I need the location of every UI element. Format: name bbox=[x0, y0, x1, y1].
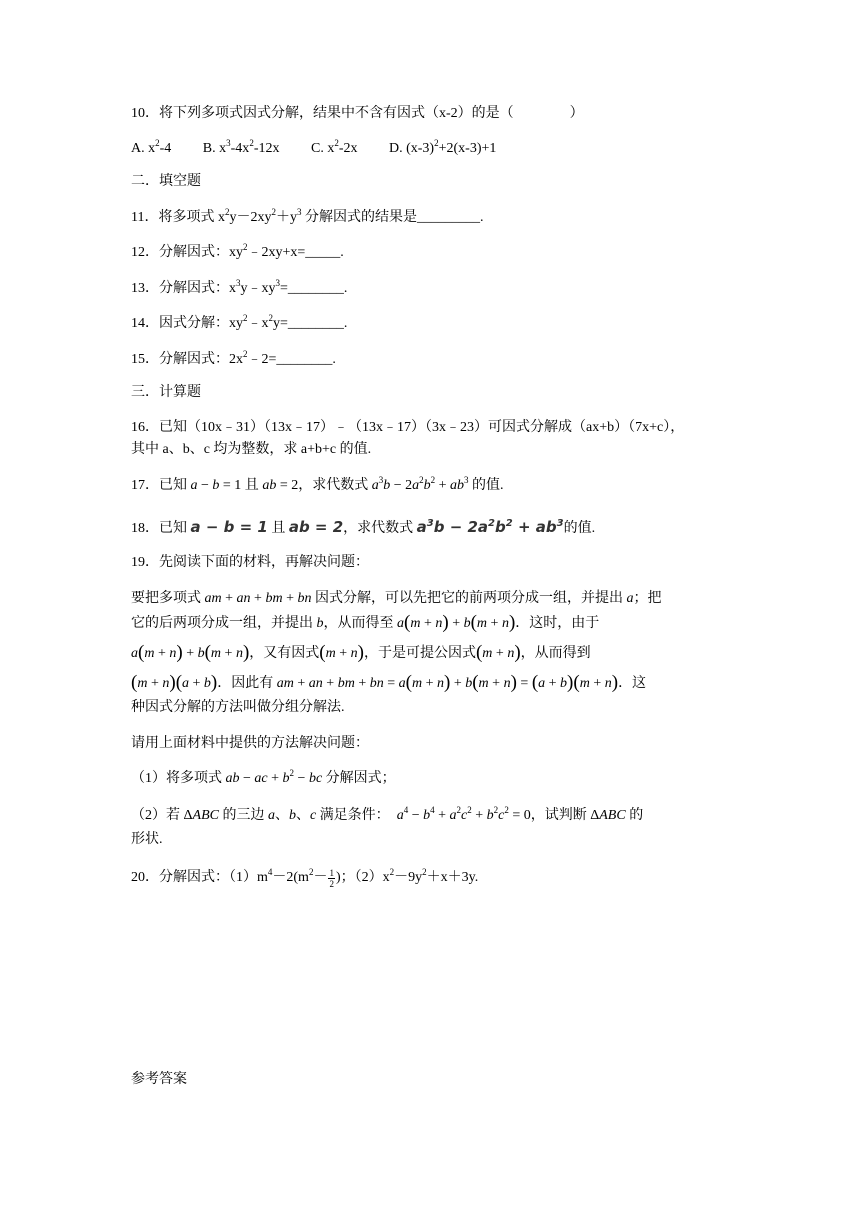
question-12: 12．分解因式：$xy^2﹣2xy+x=\_\_\_\_\_$. bbox=[131, 242, 344, 260]
question-19-para-line1: 要把多项式 am + an + bm + bn 因式分解，可以先把它的前两项分成一组，并提出 a；把 bbox=[131, 591, 662, 606]
answer-heading: 参考答案 bbox=[131, 1072, 187, 1087]
option-b: B. $x^3-4x^2-12x$ bbox=[202, 138, 280, 156]
question-17: 17．已知 a − b = 1 且 ab = 2，求代数式 $a^3b - 2a^2b^2 + ab^3$ 的值. bbox=[131, 475, 504, 493]
question-16-line1: 16．已知（10x﹣31）（13x﹣17）﹣（13x﹣17）（3x﹣23）可因式分解成（ax+b）（7x+c）， bbox=[131, 420, 685, 435]
question-16-line2: 其中 a、b、c 均为整数，求 a+b+c 的值. bbox=[131, 442, 372, 457]
fraction-one-half: $\frac{1}{2}$ bbox=[329, 868, 334, 889]
question-19-para-line4: (m + n)(a + b)．因此有 am + an + bm + bn = a(m + n) + b(m + n) = (a + b)(m + n)．这 bbox=[131, 672, 647, 693]
question-19-para-line3: a(m + n) + b(m + n)，又有因式(m + n)，于是可提公因式(m + n)，从而得到 bbox=[131, 642, 591, 663]
question-19-para-line2: 它的后两项分成一组，并提出 b，从而得至 a(m + n) + b(m + n)．这时，由于 bbox=[131, 612, 600, 633]
section-3-title: 三．计算题 bbox=[131, 385, 201, 400]
question-19-sub1: （1）将多项式 ab − ac + $b^2$ − bc 分解因式； bbox=[131, 768, 396, 786]
question-18: 18．已知 a − b = 1 且 ab = 2，求代数式 $a^3b - 2a^2b^2 + ab^3$的值. bbox=[131, 518, 596, 536]
question-10-options bbox=[131, 139, 496, 159]
equation-image-2: ab = 2 bbox=[288, 518, 344, 536]
question-11: 11．将多项式 $x^2y-2xy^2+y^3$ 分解因式的结果是_________. bbox=[131, 207, 484, 225]
question-10-stem: 10．将下列多项式因式分解，结果中不含有因式（x-2）的是（ ） bbox=[131, 106, 584, 121]
question-19-para-line5: 种因式分解的方法叫做分组分解法. bbox=[131, 700, 345, 715]
option-c: C. $x^2-2x$ bbox=[310, 138, 358, 156]
equation-image-1: a − b = 1 bbox=[190, 518, 268, 536]
section-2-title: 二．填空题 bbox=[131, 174, 201, 189]
question-19-sub2-line2: 形状. bbox=[131, 832, 163, 847]
question-19-sub2-line1: （2）若 ΔABC 的三边 a、b、c 满足条件： $a^4 - b^4 + a^2c^2 + b^2c^2 = 0$，试判断 ΔABC 的 bbox=[131, 805, 644, 823]
question-20: 20．分解因式：$(1)m^4-2(m^2-$ $\frac{1}{2}$ )；$(2)x^2-9y^2+x+3y$. bbox=[131, 867, 479, 889]
option-d: D. $(x-3)^2+2(x-3)+1$ bbox=[389, 138, 497, 156]
equation-image-3: $a^3b - 2a^2b^2 + ab^3$ bbox=[416, 518, 564, 536]
option-a: A. $x^2-4$ bbox=[131, 138, 172, 156]
question-19-prompt: 请用上面材料中提供的方法解决问题： bbox=[131, 736, 369, 751]
question-13: 13．分解因式：$x^3y﹣xy^3=\_\_\_\_\_\_\_\_$. bbox=[131, 278, 348, 296]
question-19-stem: 19．先阅读下面的材料，再解决问题： bbox=[131, 555, 369, 570]
question-15: 15．分解因式：$2x^2﹣2=\_\_\_\_\_\_\_\_$. bbox=[131, 349, 336, 367]
question-14: 14．因式分解：$xy^2﹣x^2y=\_\_\_\_\_\_\_\_$. bbox=[131, 313, 348, 331]
